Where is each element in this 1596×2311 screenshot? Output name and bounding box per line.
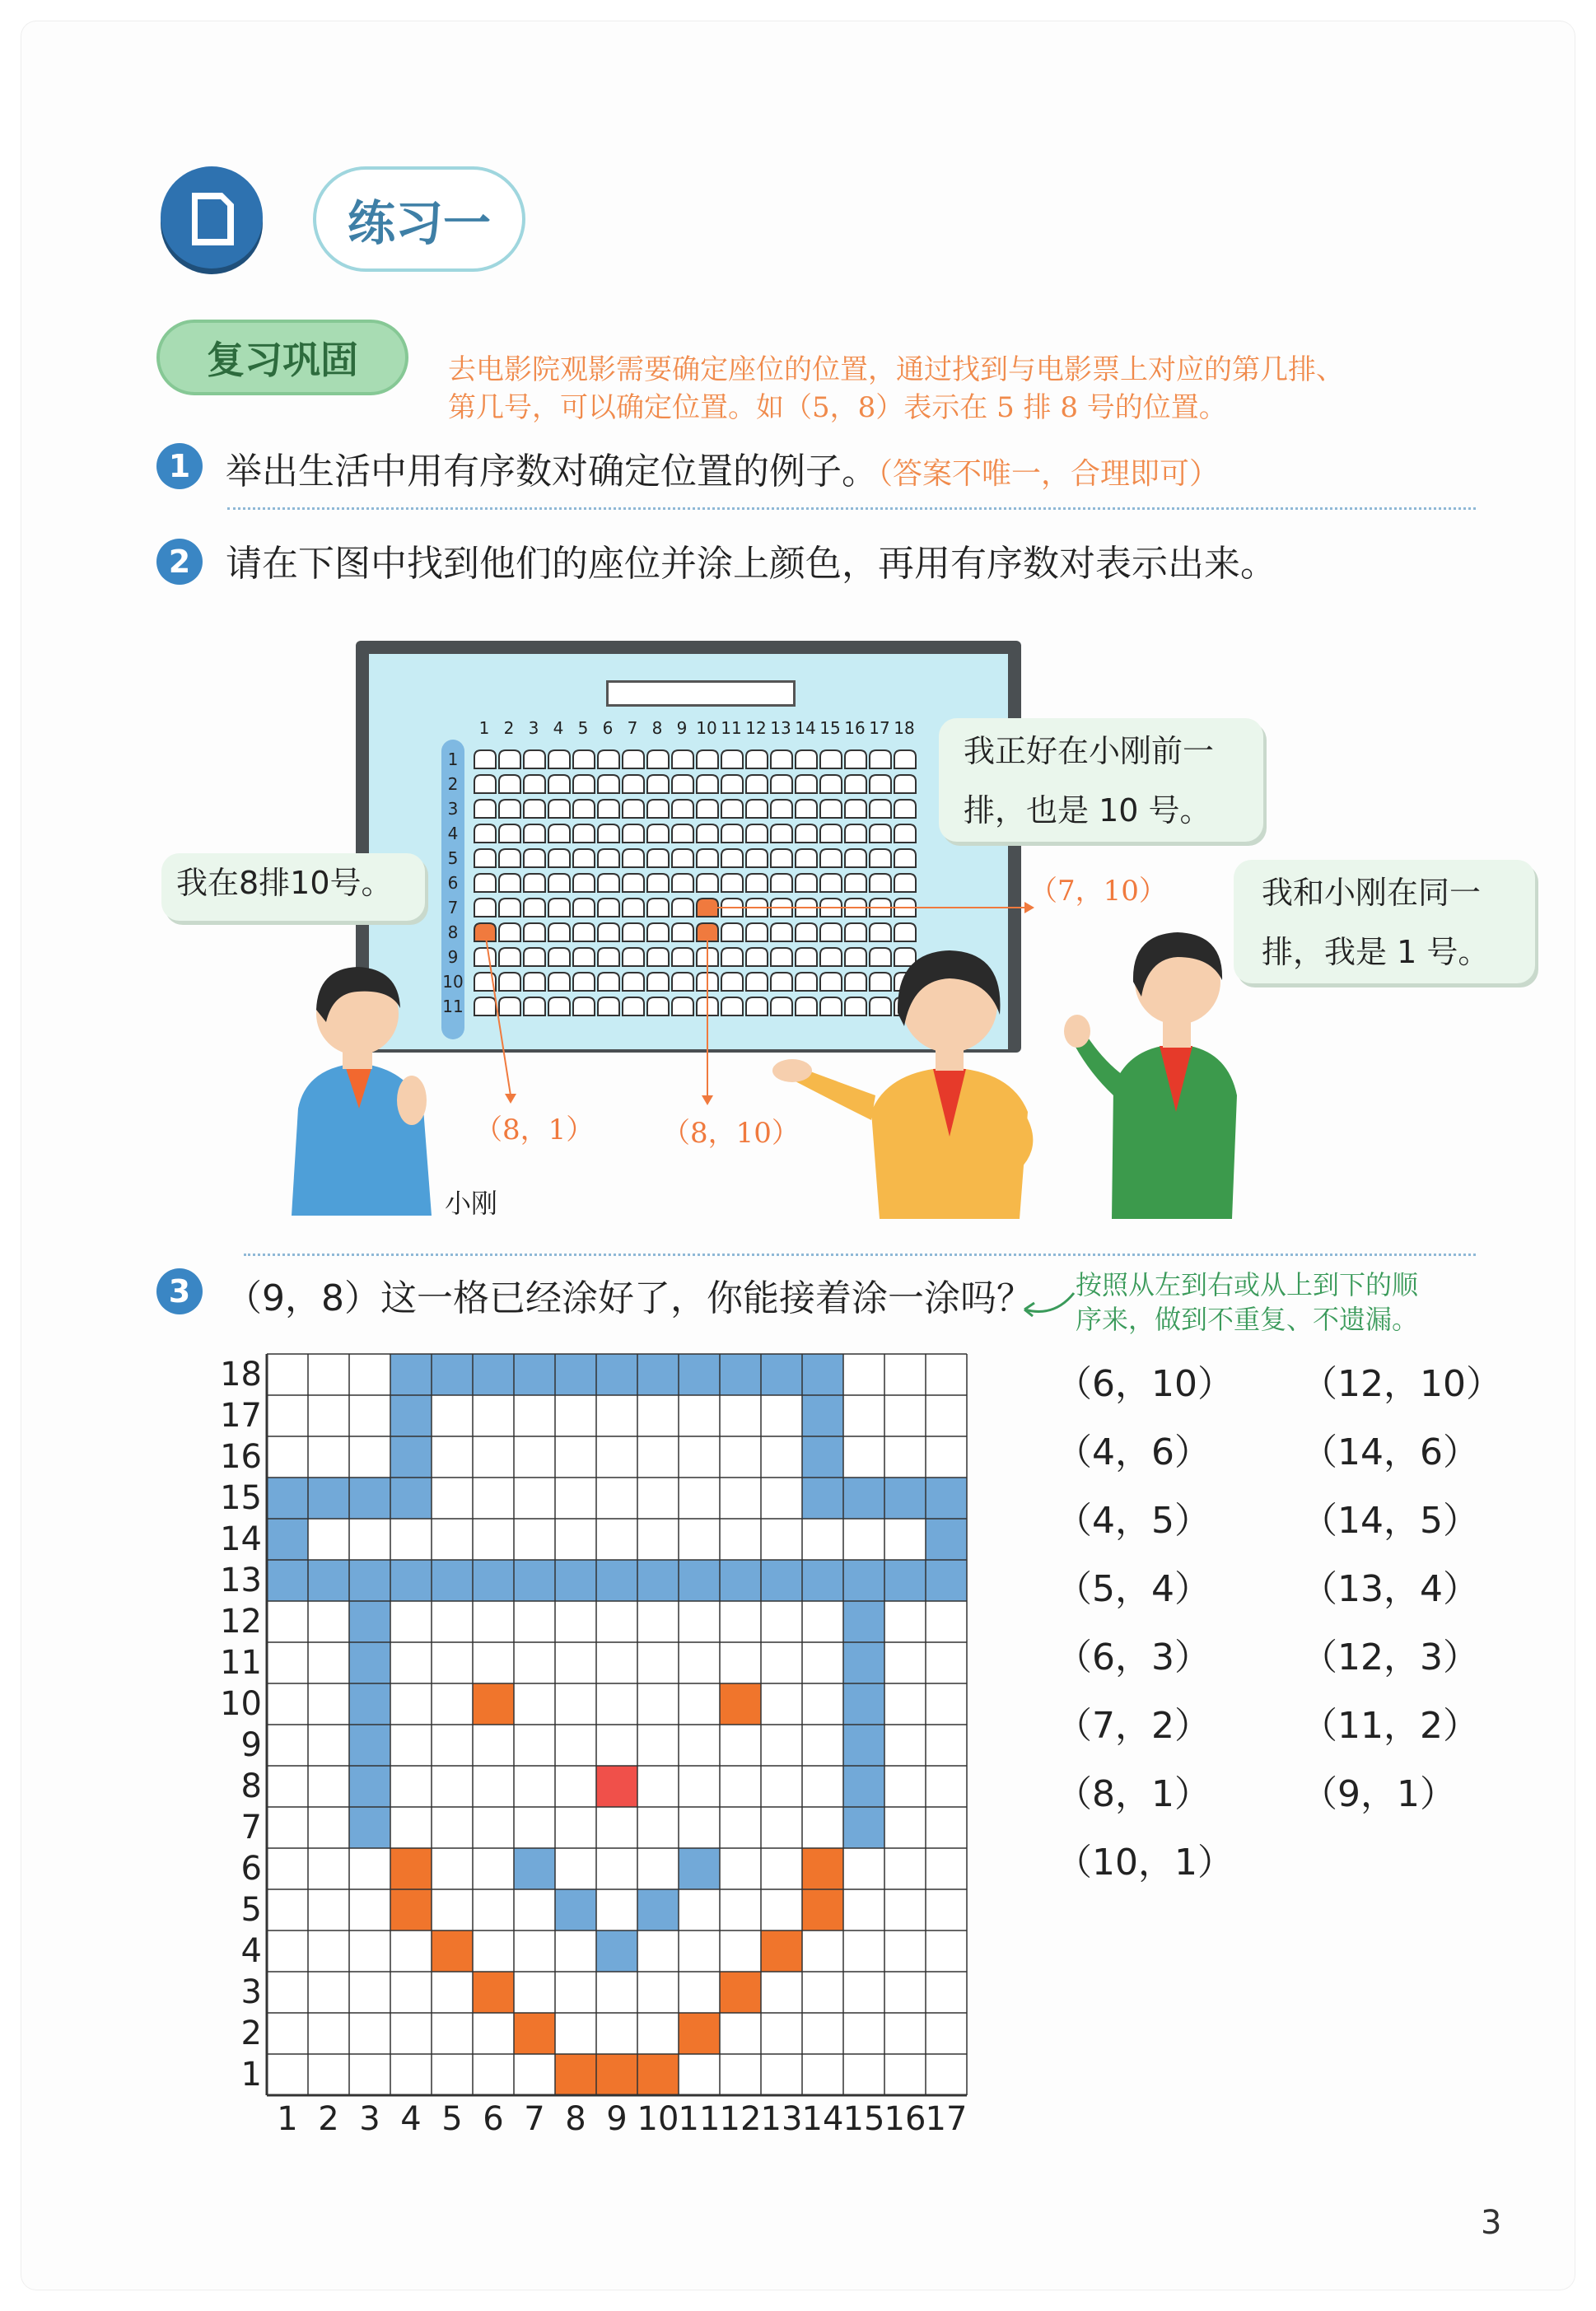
grid-x-label: 16: [884, 2100, 926, 2138]
seat-row-label: 3: [447, 799, 459, 819]
grid-cell-blue: [761, 1560, 802, 1601]
grid-cell-orange: [637, 2054, 679, 2095]
grid-cell-blue: [926, 1519, 967, 1560]
grid-y-label: 5: [240, 1891, 262, 1929]
speech-bubble-boy-line2: 排，我是 1 号。: [1262, 934, 1490, 970]
grid-cell-blue: [761, 1354, 802, 1395]
grid-cell-orange: [720, 1972, 761, 2013]
answer-pair-left: （4，5）: [1056, 1500, 1211, 1542]
seat-row-label: 7: [447, 898, 459, 917]
answer-pair-left: （10，1）: [1056, 1842, 1234, 1884]
grid-x-label: 9: [606, 2100, 628, 2138]
grid-cell-blue: [884, 1478, 926, 1519]
answer-pair-right: （11，2）: [1301, 1705, 1479, 1747]
grid-cell-orange: [473, 1683, 514, 1725]
grid-cell-blue: [555, 1354, 596, 1395]
grid-cell-orange: [596, 2054, 637, 2095]
grid-y-label: 13: [220, 1562, 262, 1599]
grid-cell-blue: [555, 1889, 596, 1931]
grid-cell-blue: [802, 1436, 843, 1478]
grid-cell-blue: [473, 1354, 514, 1395]
seat-column-label: 3: [528, 718, 539, 738]
seat-row-label: 1: [447, 749, 459, 769]
grid-cell-blue: [390, 1560, 432, 1601]
exercise-title: 练习一: [313, 166, 525, 272]
grid-cell-orange: [473, 1972, 514, 2013]
seat-column-label: 4: [553, 718, 564, 738]
grid-x-label: 8: [565, 2100, 586, 2138]
grid-cell-blue: [349, 1642, 390, 1683]
grid-y-label: 10: [220, 1685, 262, 1723]
seat-answer-8-10: （8，10）: [662, 1117, 800, 1150]
grid-cell-blue: [596, 1931, 637, 1972]
grid-cell-orange: [390, 1848, 432, 1889]
seat-column-label: 16: [844, 718, 866, 738]
grid-x-label: 6: [483, 2100, 504, 2138]
seat-column-label: 7: [627, 718, 638, 738]
seat-column-label: 8: [651, 718, 663, 738]
grid-cell-blue: [267, 1560, 308, 1601]
seat-answer-7-10: （7，10）: [1029, 875, 1167, 908]
seat-row-label: 2: [447, 774, 459, 794]
seat-row-label: 9: [447, 947, 459, 967]
hint-line2: 序来，做到不重复、不遗漏。: [1076, 1304, 1419, 1335]
grid-y-label: 17: [220, 1397, 262, 1435]
seat-column-label: 14: [795, 718, 816, 738]
grid-cell-orange: [390, 1889, 432, 1931]
grid-cell-blue: [349, 1725, 390, 1766]
review-note-line1: 去电影院观影需要确定座位的位置，通过找到与电影票上对应的第几排、: [448, 353, 1344, 386]
grid-cell-blue: [843, 1766, 884, 1807]
grid-y-label: 9: [240, 1726, 262, 1764]
seat-column-label: 9: [676, 718, 688, 738]
grid-cell-orange: [514, 2013, 555, 2054]
grid-cell-blue: [267, 1478, 308, 1519]
grid-y-label: 15: [220, 1479, 262, 1517]
seat-row-label: 5: [447, 848, 459, 868]
seat-column-label: 10: [696, 718, 717, 738]
grid-y-label: 16: [220, 1438, 262, 1476]
seat-row-label: 10: [442, 972, 464, 992]
hint-line1: 按照从左到右或从上到下的顺: [1076, 1269, 1419, 1300]
boy-name-label: 小刚: [445, 1188, 498, 1219]
grid-cell-blue: [926, 1560, 967, 1601]
grid-cell-blue: [390, 1354, 432, 1395]
grid-x-label: 15: [842, 2100, 885, 2138]
grid-cell-blue: [596, 1354, 637, 1395]
grid-cell-blue: [390, 1436, 432, 1478]
seat-column-label: 11: [721, 718, 742, 738]
answer-pair-right: （13，4）: [1301, 1568, 1479, 1610]
seat-row-label: 11: [442, 997, 464, 1016]
seat-column-label: 5: [577, 718, 589, 738]
grid-cell-blue: [802, 1354, 843, 1395]
grid-x-label: 11: [678, 2100, 721, 2138]
answer-pair-left: （5，4）: [1056, 1568, 1211, 1610]
grid-cell-blue: [432, 1354, 473, 1395]
grid-y-label: 11: [220, 1644, 262, 1682]
grid-cell-orange: [720, 1683, 761, 1725]
grid-cell-blue: [802, 1395, 843, 1436]
question-1-prompt: 举出生活中用有序数对确定位置的例子。: [226, 451, 878, 493]
seat-column-label: 6: [602, 718, 614, 738]
question-1-answer: （答案不唯一，合理即可）: [878, 457, 1220, 491]
grid-cell-blue: [679, 1848, 720, 1889]
grid-cell-blue: [843, 1725, 884, 1766]
grid-cell-blue: [390, 1395, 432, 1436]
seat-row-label: 6: [447, 873, 459, 893]
grid-cell-blue: [884, 1560, 926, 1601]
grid-cell-blue: [349, 1807, 390, 1848]
grid-cell-blue: [473, 1560, 514, 1601]
speech-bubble-xiaogang: 我在8排10号。: [161, 853, 425, 921]
grid-x-label: 3: [359, 2100, 380, 2138]
grid-cell-orange: [555, 2054, 596, 2095]
grid-y-label: 3: [240, 1973, 262, 2011]
speech-bubble-girl-line1: 我正好在小刚前一: [964, 733, 1215, 769]
grid-x-label: 4: [400, 2100, 422, 2138]
answer-pair-right: （12，10）: [1301, 1363, 1502, 1405]
grid-cell-orange: [802, 1889, 843, 1931]
review-note-line2: 第几号，可以确定位置。如（5，8）表示在 5 排 8 号的位置。: [448, 391, 1227, 424]
grid-cell-blue: [349, 1478, 390, 1519]
grid-cell-blue: [843, 1642, 884, 1683]
grid-cell-blue: [679, 1560, 720, 1601]
grid-x-label: 10: [637, 2100, 679, 2138]
seat-row-label: 8: [447, 922, 459, 942]
grid-cell-blue: [843, 1683, 884, 1725]
seat-answer-8-1: （8，1）: [474, 1113, 595, 1146]
speech-bubble-boy-line1: 我和小刚在同一: [1262, 875, 1482, 911]
grid-x-label: 17: [925, 2100, 968, 2138]
grid-cell-blue: [637, 1889, 679, 1931]
answer-pair-right: （9，1）: [1301, 1773, 1456, 1815]
grid-y-label: 4: [240, 1932, 262, 1970]
grid-cell-blue: [843, 1478, 884, 1519]
seat-column-label: 12: [745, 718, 767, 738]
seat-column-label: 18: [894, 718, 915, 738]
grid-cell-blue: [308, 1478, 349, 1519]
page-number: 3: [1481, 2204, 1502, 2242]
seat-column-label: 13: [770, 718, 791, 738]
speech-bubble-girl-line2: 排，也是 10 号。: [964, 792, 1211, 829]
answer-pair-right: （12，3）: [1301, 1636, 1479, 1678]
grid-cell-blue: [596, 1560, 637, 1601]
grid-x-label: 2: [318, 2100, 339, 2138]
grid-cell-blue: [720, 1560, 761, 1601]
grid-y-label: 6: [240, 1850, 262, 1888]
seat-column-label: 15: [819, 718, 841, 738]
grid-cell-orange: [761, 1931, 802, 1972]
question-1-badge: 1: [156, 443, 203, 489]
grid-x-label: 14: [801, 2100, 844, 2138]
seat-column-label: 1: [478, 718, 490, 738]
grid-cell-blue: [349, 1766, 390, 1807]
grid-cell-orange: [679, 2013, 720, 2054]
grid-cell-blue: [926, 1478, 967, 1519]
grid-y-label: 2: [240, 2015, 262, 2052]
grid-y-label: 8: [240, 1767, 262, 1805]
grid-cell-blue: [514, 1354, 555, 1395]
grid-cell-blue: [349, 1683, 390, 1725]
seat-column-label: 2: [503, 718, 515, 738]
grid-cell-blue: [514, 1560, 555, 1601]
grid-y-label: 12: [220, 1603, 262, 1641]
seat-row-label: 4: [447, 824, 459, 843]
grid-cell-orange: [802, 1848, 843, 1889]
answer-pair-left: （4，6）: [1056, 1431, 1211, 1473]
grid-x-label: 5: [441, 2100, 463, 2138]
grid-cell-blue: [843, 1807, 884, 1848]
question-2-badge: 2: [156, 539, 203, 585]
grid-cell-blue: [843, 1560, 884, 1601]
grid-cell-blue: [514, 1848, 555, 1889]
grid-cell-blue: [802, 1560, 843, 1601]
grid-cell-blue: [720, 1354, 761, 1395]
grid-cell-blue: [802, 1478, 843, 1519]
question-3-text: （9，8）这一格已经涂好了，你能接着涂一涂吗？: [226, 1277, 1033, 1319]
grid-y-label: 7: [240, 1809, 262, 1846]
review-label: 复习巩固: [156, 320, 408, 395]
grid-y-label: 1: [240, 2056, 262, 2094]
answer-pair-left: （6，10）: [1056, 1363, 1234, 1405]
answer-pair-right: （14，5）: [1301, 1500, 1479, 1542]
grid-x-label: 1: [277, 2100, 298, 2138]
grid-cell-blue: [679, 1354, 720, 1395]
grid-cell-blue: [555, 1560, 596, 1601]
question-3-badge: 3: [156, 1268, 203, 1314]
grid-cell-blue: [390, 1478, 432, 1519]
grid-cell-blue: [308, 1560, 349, 1601]
grid-y-label: 18: [220, 1356, 262, 1394]
grid-cell-orange: [432, 1931, 473, 1972]
answer-pair-right: （14，6）: [1301, 1431, 1479, 1473]
grid-cell-blue: [349, 1601, 390, 1642]
question-2-text: 请在下图中找到他们的座位并涂上颜色，再用有序数对表示出来。: [226, 543, 1276, 585]
grid-cell-blue: [637, 1560, 679, 1601]
grid-cell-blue: [637, 1354, 679, 1395]
grid-y-label: 14: [220, 1520, 262, 1558]
grid-cell-blue: [349, 1560, 390, 1601]
grid-x-label: 7: [524, 2100, 545, 2138]
grid-x-label: 13: [760, 2100, 803, 2138]
grid-cell-blue: [267, 1519, 308, 1560]
answer-pair-left: （8，1）: [1056, 1773, 1211, 1815]
answer-pair-left: （7，2）: [1056, 1705, 1211, 1747]
grid-cell-blue: [843, 1601, 884, 1642]
grid-cell-blue: [432, 1560, 473, 1601]
seat-column-label: 17: [869, 718, 890, 738]
grid-x-label: 12: [719, 2100, 762, 2138]
answer-pair-left: （6，3）: [1056, 1636, 1211, 1678]
grid-cell-red: [596, 1766, 637, 1807]
